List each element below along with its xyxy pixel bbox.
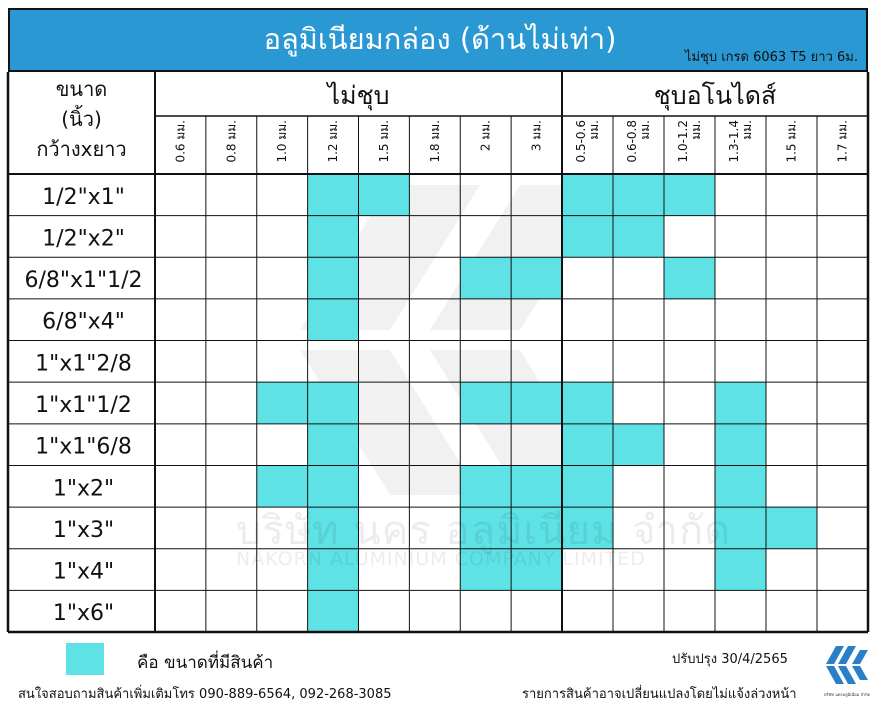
row-size-label: 1"x6"	[52, 601, 115, 627]
page-subtitle: ไม่ชุบ เกรด 6063 T5 ยาว 6ม.	[684, 50, 858, 65]
row-size-label: 1"x1"2/8	[35, 351, 132, 377]
group-header-unplated: ไม่ชุบ	[327, 81, 390, 110]
available-cell	[613, 424, 664, 466]
available-cell	[766, 507, 817, 549]
thickness-header: 1.7 มม.	[835, 120, 850, 163]
available-cell	[613, 216, 664, 258]
size-header-line: ขนาด	[55, 77, 108, 101]
thickness-header: 0.6 มม.	[173, 120, 188, 163]
thickness-header: 0.8 มม.	[224, 120, 239, 163]
thickness-header: 1.0-1.2	[676, 120, 690, 163]
row-size-label: 1"x3"	[52, 517, 115, 543]
group-header-anodized: ชุบอโนไดส์	[653, 81, 777, 110]
row-size-label: 1"x1"1/2	[35, 393, 132, 418]
thickness-header: 2 มม.	[478, 120, 493, 152]
thickness-header: 1.5 มม.	[376, 120, 391, 163]
available-cell	[562, 174, 613, 216]
disclaimer-text: รายการสินค้าอาจเปลี่ยนแปลงโดยไม่แจ้งล่วงหน้า	[522, 687, 797, 702]
available-cell	[460, 382, 511, 424]
available-cell	[562, 216, 613, 258]
available-cell	[308, 382, 359, 424]
available-cell	[715, 382, 766, 424]
legend-label: คือ ขนาดที่มีสินค้า	[137, 653, 274, 673]
thickness-header: 0.6-0.8	[625, 120, 639, 163]
size-header-line: กว้างxยาว	[36, 137, 127, 161]
available-cell	[562, 382, 613, 424]
available-cell	[511, 382, 562, 424]
updated-date: ปรับปรุง 30/4/2565	[672, 652, 788, 667]
available-cell	[359, 174, 410, 216]
thickness-header: 1.2 มม.	[326, 120, 341, 163]
row-size-label: 1"x2"	[52, 476, 115, 502]
thickness-header: 3 มม.	[529, 120, 544, 152]
logo-caption: บริษัท นครอลูมิเนียม จำกัด	[823, 692, 871, 697]
watermark-company-english: NAKORN ALUMINIUM COMPANY LIMITED	[236, 548, 646, 570]
watermark-company-thai: บริษัท นคร อลูมิเนียม จำกัด	[236, 508, 732, 554]
thickness-header: มม.	[740, 120, 754, 140]
thickness-header: มม.	[638, 120, 652, 140]
row-size-label: 6/8"x1"1/2	[24, 268, 143, 294]
thickness-header: มม.	[587, 120, 601, 140]
row-size-label: 1/2"x1"	[42, 184, 125, 210]
available-cell	[308, 299, 359, 341]
row-size-label: 1"x4"	[52, 559, 115, 585]
page-title: อลูมิเนียมกล่อง (ด้านไม่เท่า)	[263, 22, 617, 56]
thickness-header: 0.5-0.6	[574, 120, 588, 163]
available-cell	[613, 174, 664, 216]
available-cell	[308, 174, 359, 216]
available-cell	[715, 424, 766, 466]
available-cell	[511, 257, 562, 299]
available-cell	[257, 382, 308, 424]
row-size-label: 1/2"x2"	[42, 226, 125, 252]
thickness-header: มม.	[689, 120, 703, 140]
available-cell	[308, 424, 359, 466]
thickness-header: 1.3-1.4	[727, 120, 741, 163]
available-cell	[308, 257, 359, 299]
thickness-header: 1.8 มม.	[427, 120, 442, 163]
available-cell	[664, 257, 715, 299]
thickness-header: 1.0 มม.	[275, 120, 290, 163]
available-cell	[308, 590, 359, 632]
available-cell	[664, 174, 715, 216]
row-size-label: 6/8"x4"	[42, 309, 125, 335]
available-cell	[460, 257, 511, 299]
row-size-label: 1"x1"6/8	[35, 434, 132, 460]
company-logo-icon	[822, 640, 872, 698]
size-header-line: (นิ้ว)	[61, 107, 102, 131]
available-cell	[308, 216, 359, 258]
thickness-header: 1.5 มม.	[784, 120, 799, 163]
legend-swatch	[66, 643, 104, 675]
available-cell	[562, 424, 613, 466]
contact-phone: สนใจสอบถามสินค้าเพิ่มเติมโทร 090-889-6564, 092-268-3085	[18, 687, 392, 702]
